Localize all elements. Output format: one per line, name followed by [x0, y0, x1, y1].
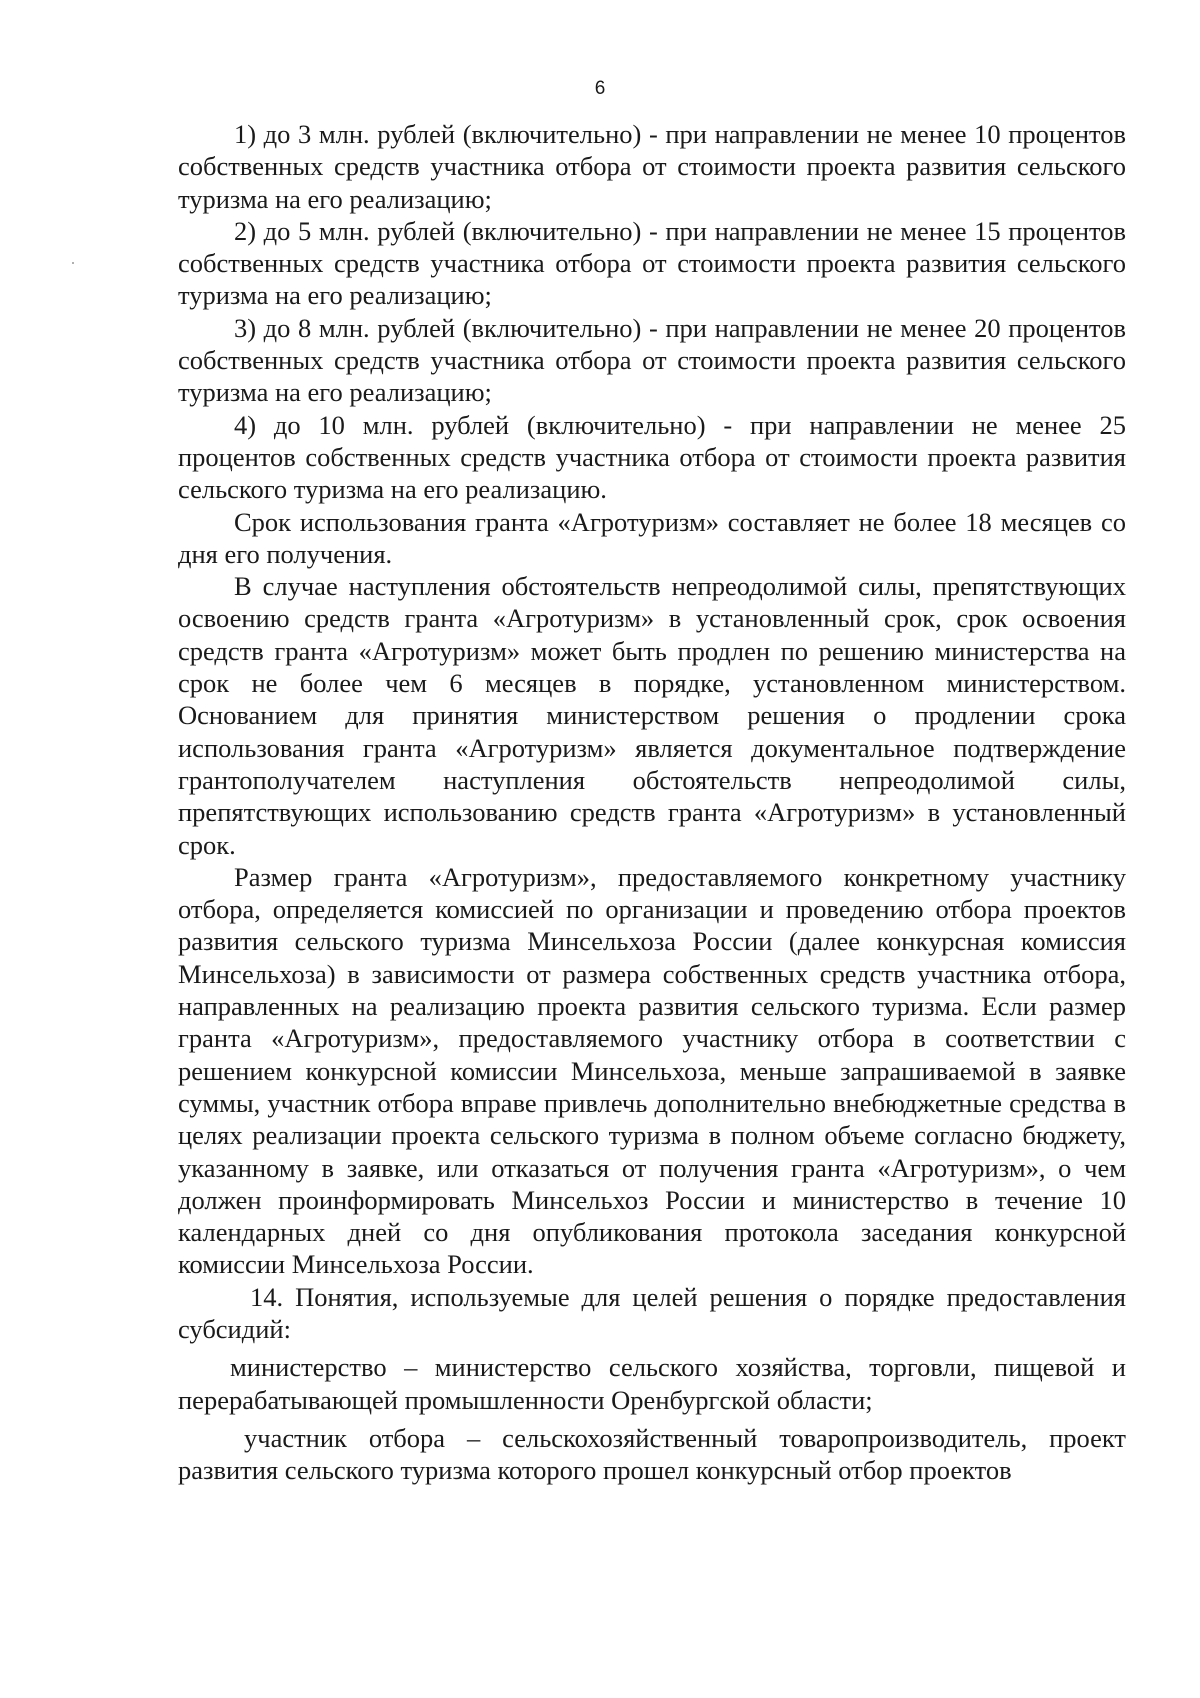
paragraph-force-majeure: В случае наступления обстоятельств непреодолимой силы, препятствующих освоению средств гранта «Агротуризм» в установленный срок, срок освоения средств гранта «Агротуризм» может быть продлен по решению министерства на срок не более чем 6 месяцев в порядке, установленном министерством. Основанием для принятия министерством решения о продлении срока использования гранта «Агротуризм» является документальное подтверждение грантополучателем наступления обстоятельств непреодолимой силы, препятствующих использованию средств гранта «Агротуризм» в установленный срок. [178, 571, 1126, 860]
body-text [178, 118, 1126, 1486]
paragraph-grant-tier-1: 1) до 3 млн. рублей (включительно) - при направлении не менее 10 процентов собственных средств участника отбора от стоимости проекта развития сельского туризма на его реализацию; [178, 119, 1126, 214]
paragraph-grant-size: Размер гранта «Агротуризм», предоставляемого конкретному участнику отбора, определяется комиссией по организации и проведению отбора проектов развития сельского туризма Минсельхоза России (далее конкурсная комиссия Минсельхоза) в зависимости от размера собственных средств участника отбора, направленных на реализацию проекта развития сельского туризма. Если размер гранта «Агротуризм», предоставляемого участнику отбора в соответствии с решением конкурсной комиссии Минсельхоза, меньше запрашиваемой в заявке суммы, участник отбора вправе привлечь дополнительно внебюджетные средства в целях реализации проекта сельского туризма в полном объеме согласно бюджету, указанному в заявке, или отказаться от получения гранта «Агротуризм», о чем должен проинформировать Минсельхоз России и министерство в течение 10 календарных дней со дня опубликования протокола заседания конкурсной комиссии Минсельхоза России. [178, 861, 1126, 1280]
scan-speck [72, 262, 74, 264]
paragraph-grant-term: Срок использования гранта «Агротуризм» составляет не более 18 месяцев со дня его получения. [178, 506, 1126, 569]
paragraph-definition-participant: участник отбора – сельскохозяйственный товаропроизводитель, проект развития сельского туризма которого прошел конкурсный отбор проектов [178, 1422, 1126, 1486]
paragraph-grant-tier-4: 4) до 10 млн. рублей (включительно) - при направлении не менее 25 процентов собственных средств участника отбора от стоимости проекта развития сельского туризма на его реализацию. [178, 409, 1126, 505]
paragraph-definition-ministry: министерство – министерство сельского хозяйства, торговли, пищевой и перерабатывающей промышленности Оренбургской области; [178, 1352, 1126, 1415]
paragraph-definitions-heading: 14. Понятия, используемые для целей решения о порядке предоставления субсидий: [178, 1281, 1126, 1344]
paragraph-grant-tier-3: 3) до 8 млн. рублей (включительно) - при направлении не менее 20 процентов собственных средств участника отбора от стоимости проекта развития сельского туризма на его реализацию; [178, 312, 1126, 408]
paragraph-grant-tier-2: 2) до 5 млн. рублей (включительно) - при направлении не менее 15 процентов собственных средств участника отбора от стоимости проекта развития сельского туризма на его реализацию; [178, 215, 1126, 311]
page-number: 6 [594, 78, 606, 99]
